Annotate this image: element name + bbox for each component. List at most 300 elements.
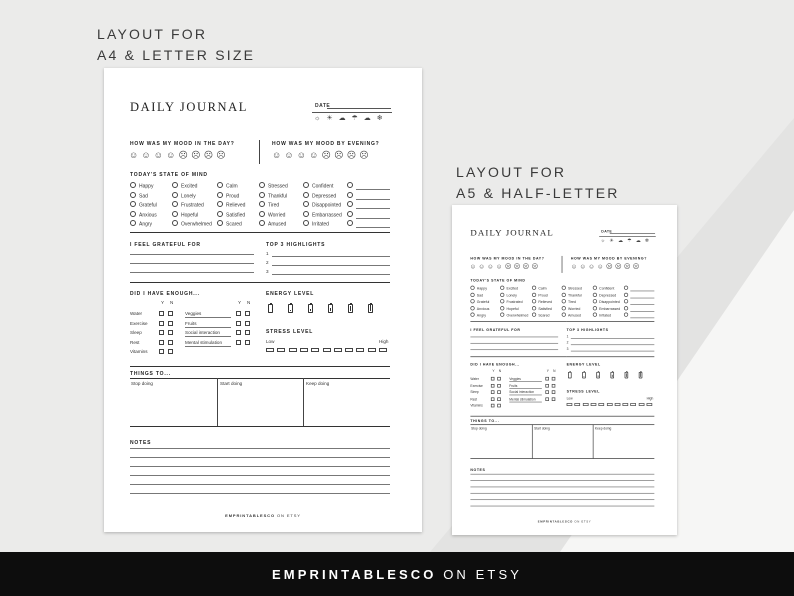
stress-box[interactable] — [266, 348, 274, 352]
checkbox-circle[interactable] — [593, 299, 597, 303]
state-option[interactable] — [172, 182, 197, 190]
state-option[interactable] — [217, 220, 242, 228]
checkbox-circle[interactable] — [259, 192, 265, 198]
checkbox-circle[interactable] — [562, 292, 566, 296]
stress-box[interactable] — [300, 348, 308, 352]
checkbox-circle[interactable] — [532, 306, 536, 310]
state-option[interactable] — [562, 286, 582, 291]
no-checkbox[interactable] — [497, 397, 501, 401]
stress-box[interactable] — [615, 403, 621, 406]
checkbox-circle[interactable] — [347, 211, 353, 217]
banner-suffix: ON ETSY — [443, 567, 522, 582]
checkbox-circle[interactable] — [562, 299, 566, 303]
state-option-blank[interactable] — [347, 201, 356, 209]
section-rule — [567, 321, 655, 322]
no-checkbox[interactable] — [168, 330, 173, 335]
yes-checkbox[interactable] — [491, 397, 495, 401]
state-option[interactable] — [593, 299, 620, 304]
state-option[interactable] — [470, 292, 483, 297]
grateful-line — [470, 343, 558, 344]
yes-label: Y — [161, 300, 165, 305]
state-label: Grateful — [139, 202, 157, 209]
state-option[interactable] — [593, 306, 620, 311]
checkbox-circle[interactable] — [217, 211, 223, 217]
no-checkbox[interactable] — [497, 384, 501, 388]
state-blank-line — [630, 304, 654, 305]
stress-box[interactable] — [583, 403, 589, 406]
stress-box[interactable] — [599, 403, 605, 406]
checkbox-circle[interactable] — [172, 192, 178, 198]
no-checkbox[interactable] — [552, 390, 556, 394]
state-option[interactable] — [259, 201, 279, 209]
state-label: Hopeful — [506, 306, 519, 312]
battery-cap — [598, 371, 599, 372]
mood-divider — [259, 140, 260, 164]
stress-box[interactable] — [631, 403, 637, 406]
checkbox-circle[interactable] — [562, 306, 566, 310]
checkbox-circle[interactable] — [303, 192, 309, 198]
checkbox-circle[interactable] — [130, 182, 136, 188]
stress-box[interactable] — [623, 403, 629, 406]
no-checkbox[interactable] — [497, 377, 501, 381]
stress-box[interactable] — [639, 403, 645, 406]
yes-checkbox[interactable] — [159, 340, 164, 345]
section-rule — [266, 232, 390, 233]
checkbox-circle[interactable] — [624, 292, 628, 296]
highlight-number: 1 — [266, 251, 269, 256]
section-rule — [470, 321, 566, 322]
checkbox-circle[interactable] — [500, 299, 504, 303]
checkbox-circle[interactable] — [347, 220, 353, 226]
checkbox-circle[interactable] — [172, 182, 178, 188]
yes-checkbox[interactable] — [545, 377, 549, 381]
state-option[interactable] — [303, 220, 329, 228]
weather-icons: ☼ ☀ ☁ ☂ ☁ ❄ — [314, 115, 385, 122]
checkbox-circle[interactable] — [217, 182, 223, 188]
stress-box[interactable] — [575, 403, 581, 406]
state-option[interactable] — [217, 201, 245, 209]
state-option[interactable] — [562, 292, 582, 297]
checkbox-circle[interactable] — [532, 299, 536, 303]
section-rule — [130, 232, 266, 233]
notes-line — [130, 457, 390, 458]
yes-checkbox[interactable] — [159, 349, 164, 354]
state-label: Happy — [139, 183, 154, 190]
mood-evening-heading: HOW WAS MY MOOD BY EVENING? — [570, 256, 647, 261]
checkbox-circle[interactable] — [259, 220, 265, 226]
battery-fill — [310, 309, 312, 311]
enough-underline — [509, 381, 542, 382]
grateful-line — [130, 254, 254, 255]
battery-fill — [597, 375, 598, 377]
stress-box[interactable] — [323, 348, 331, 352]
no-checkbox[interactable] — [245, 311, 250, 316]
journal-page-a5 — [452, 205, 677, 535]
yes-checkbox[interactable] — [159, 321, 164, 326]
layout-label-line2: A5 & HALF-LETTER — [456, 185, 620, 201]
checkbox-circle[interactable] — [500, 306, 504, 310]
yes-checkbox[interactable] — [159, 311, 164, 316]
enough-item-right: Veggies — [185, 311, 202, 316]
state-option[interactable] — [470, 299, 489, 304]
checkbox-circle[interactable] — [562, 286, 566, 290]
state-label: Depressed — [312, 193, 337, 199]
stress-box[interactable] — [311, 348, 319, 352]
checkbox-circle[interactable] — [593, 286, 597, 290]
state-option[interactable] — [130, 182, 153, 190]
stress-box[interactable] — [379, 348, 387, 352]
no-checkbox[interactable] — [245, 330, 250, 335]
checkbox-circle[interactable] — [470, 286, 474, 290]
state-option[interactable] — [259, 220, 286, 228]
state-option[interactable] — [172, 220, 212, 228]
yes-checkbox[interactable] — [491, 390, 495, 394]
yes-checkbox[interactable] — [491, 404, 495, 408]
state-option[interactable] — [259, 182, 288, 190]
bottom-banner — [0, 552, 794, 596]
state-option[interactable] — [303, 201, 341, 209]
state-option[interactable] — [562, 299, 576, 304]
checkbox-circle[interactable] — [470, 299, 474, 303]
stress-box[interactable] — [607, 403, 613, 406]
notes-line — [470, 480, 654, 481]
state-option[interactable] — [259, 211, 285, 219]
state-of-mind-heading: TODAY'S STATE OF MIND — [130, 172, 208, 178]
checkbox-circle[interactable] — [470, 306, 474, 310]
stress-low-label: Low — [266, 339, 275, 344]
yes-checkbox[interactable] — [545, 390, 549, 394]
battery-icon — [625, 372, 629, 378]
state-option[interactable] — [593, 292, 616, 297]
checkbox-circle[interactable] — [259, 211, 265, 217]
checkbox-circle[interactable] — [593, 292, 597, 296]
state-option[interactable] — [130, 192, 148, 200]
layout-label-line2: A4 & LETTER SIZE — [97, 47, 256, 63]
state-of-mind-heading: TODAY'S STATE OF MIND — [470, 278, 526, 283]
no-label: N — [498, 369, 502, 373]
state-option[interactable] — [532, 306, 552, 311]
battery-icon — [639, 372, 643, 378]
state-option[interactable] — [130, 220, 152, 228]
mood-divider — [562, 256, 563, 273]
checkbox-circle[interactable] — [303, 220, 309, 226]
checkbox-circle[interactable] — [500, 286, 504, 290]
highlight-line — [571, 351, 654, 352]
yes-checkbox[interactable] — [491, 384, 495, 388]
battery-icon — [308, 304, 313, 313]
battery-icon — [348, 304, 353, 313]
things-start: Start doing — [220, 381, 243, 386]
highlight-number: 3 — [266, 269, 269, 274]
state-label: Worried — [268, 212, 286, 218]
state-option[interactable] — [532, 292, 548, 297]
stress-box[interactable] — [591, 403, 597, 406]
yes-checkbox[interactable] — [236, 321, 241, 326]
state-option[interactable] — [217, 182, 238, 190]
no-checkbox[interactable] — [168, 349, 173, 354]
stress-box[interactable] — [345, 348, 353, 352]
things-col-divider — [532, 424, 533, 458]
no-checkbox[interactable] — [245, 340, 250, 345]
state-label: Scared — [226, 221, 242, 228]
checkbox-circle[interactable] — [500, 292, 504, 296]
no-checkbox[interactable] — [497, 404, 501, 408]
state-label: Confident — [599, 286, 615, 291]
checkbox-circle[interactable] — [130, 220, 136, 226]
battery-cap — [270, 303, 272, 304]
checkbox-circle[interactable] — [624, 299, 628, 303]
state-label: Disappointed — [599, 300, 620, 305]
stress-box[interactable] — [334, 348, 342, 352]
checkbox-circle[interactable] — [303, 211, 309, 217]
enough-item-left: Vitamins — [130, 349, 148, 355]
battery-cap — [569, 371, 570, 372]
stress-high-label: High — [379, 339, 389, 344]
battery-fill — [290, 310, 292, 311]
checkbox-circle[interactable] — [172, 201, 178, 207]
enough-item-right: Mental stimulation — [509, 397, 536, 401]
date-line — [610, 233, 655, 234]
yes-label: Y — [492, 369, 495, 373]
no-checkbox[interactable] — [168, 311, 173, 316]
things-start: Start doing — [534, 426, 550, 430]
state-label: Proud — [538, 293, 548, 298]
enough-item-right: Fruits — [185, 320, 197, 326]
things-keep: Keep doing — [306, 381, 330, 386]
stress-box[interactable] — [647, 403, 653, 406]
state-label: Scared — [538, 313, 550, 318]
checkbox-circle[interactable] — [303, 182, 309, 188]
checkbox-circle[interactable] — [593, 313, 597, 317]
state-label: Calm — [538, 286, 547, 291]
checkbox-circle[interactable] — [259, 201, 265, 207]
checkbox-circle[interactable] — [593, 306, 597, 310]
state-option[interactable] — [303, 192, 336, 200]
state-option[interactable] — [500, 286, 518, 291]
enough-underline — [185, 317, 231, 318]
state-option-blank[interactable] — [347, 192, 356, 200]
no-checkbox[interactable] — [552, 397, 556, 401]
stress-low-label: Low — [566, 396, 573, 401]
stress-box[interactable] — [567, 403, 573, 406]
yes-checkbox[interactable] — [545, 397, 549, 401]
enough-underline — [185, 327, 231, 328]
section-rule — [567, 356, 655, 357]
checkbox-circle[interactable] — [130, 201, 136, 207]
mood-evening-heading: HOW WAS MY MOOD BY EVENING? — [272, 141, 380, 147]
state-option[interactable] — [470, 286, 487, 291]
state-option[interactable] — [532, 299, 552, 304]
date-label: DATE — [601, 229, 613, 235]
state-option[interactable] — [532, 286, 547, 291]
no-checkbox[interactable] — [168, 340, 173, 345]
checkbox-circle[interactable] — [172, 220, 178, 226]
notes-line — [470, 506, 654, 507]
enough-item-left: Water — [130, 311, 143, 316]
checkbox-circle[interactable] — [259, 182, 265, 188]
things-top-rule — [470, 424, 654, 425]
page-footer — [452, 520, 677, 524]
state-label: Angry — [139, 221, 153, 228]
state-label: Irritated — [599, 313, 612, 318]
checkbox-circle[interactable] — [130, 211, 136, 217]
grateful-heading: I FEEL GRATEFUL FOR — [470, 328, 521, 333]
section-rule — [470, 416, 654, 417]
state-option[interactable] — [500, 292, 517, 297]
checkbox-circle[interactable] — [303, 201, 309, 207]
state-option[interactable] — [532, 313, 550, 318]
state-option[interactable] — [217, 211, 245, 219]
state-blank-line — [356, 227, 390, 228]
state-option[interactable] — [562, 306, 581, 311]
things-col-divider — [217, 378, 218, 426]
state-option[interactable] — [130, 201, 157, 209]
checkbox-circle[interactable] — [217, 192, 223, 198]
enough-underline — [185, 346, 231, 347]
state-option[interactable] — [500, 306, 519, 311]
state-option[interactable] — [470, 313, 486, 318]
highlight-line — [571, 344, 654, 345]
state-label: Overwhelmed — [506, 313, 529, 318]
state-label: Worried — [568, 306, 581, 312]
no-checkbox[interactable] — [552, 384, 556, 388]
state-label: Lonely — [506, 293, 517, 298]
battery-fill — [330, 308, 332, 312]
stress-box[interactable] — [277, 348, 285, 352]
checkbox-circle[interactable] — [347, 201, 353, 207]
mood-day-heading: HOW WAS MY MOOD IN THE DAY? — [130, 141, 235, 147]
state-option[interactable] — [172, 211, 198, 219]
journal-title: DAILY JOURNAL — [130, 100, 249, 114]
checkbox-circle[interactable] — [532, 292, 536, 296]
checkbox-circle[interactable] — [347, 182, 353, 188]
notes-line — [130, 475, 390, 476]
state-label: Grateful — [476, 300, 490, 305]
notes-heading: NOTES — [470, 468, 486, 473]
layout-label-line1: LAYOUT FOR — [456, 164, 567, 180]
date-label: DATE — [315, 103, 331, 109]
enough-heading: DID I HAVE ENOUGH... — [130, 291, 200, 297]
checkbox-circle[interactable] — [624, 313, 628, 317]
state-label: Thankful — [268, 193, 288, 199]
battery-icon — [596, 372, 600, 378]
stress-box[interactable] — [356, 348, 364, 352]
battery-fill — [640, 373, 641, 377]
checkbox-circle[interactable] — [532, 313, 536, 317]
no-checkbox[interactable] — [245, 321, 250, 326]
state-option[interactable] — [172, 192, 196, 200]
checkbox-circle[interactable] — [562, 313, 566, 317]
enough-item-right: Mental stimulation — [185, 339, 223, 345]
state-label: Lonely — [181, 193, 196, 199]
state-label: Amused — [268, 221, 287, 228]
stress-box[interactable] — [289, 348, 297, 352]
checkbox-circle[interactable] — [217, 220, 223, 226]
state-blank-line — [630, 317, 654, 318]
layout-label-a4 — [97, 24, 255, 66]
layout-label-line1: LAYOUT FOR — [97, 26, 208, 42]
no-checkbox[interactable] — [168, 321, 173, 326]
checkbox-circle[interactable] — [624, 286, 628, 290]
highlights-heading: TOP 3 HIGHLIGHTS — [266, 242, 326, 248]
state-label: Hopeful — [181, 212, 199, 218]
battery-cap — [330, 303, 332, 304]
mood-day-heading: HOW WAS MY MOOD IN THE DAY? — [470, 256, 545, 261]
state-blank-line — [356, 199, 390, 200]
state-label: Excited — [181, 183, 198, 190]
battery-fill — [350, 306, 352, 311]
state-label: Tired — [568, 300, 576, 305]
grateful-line — [130, 272, 254, 273]
highlight-line — [272, 265, 390, 266]
state-option-blank[interactable] — [347, 182, 356, 190]
no-checkbox[interactable] — [552, 377, 556, 381]
highlight-number: 2 — [566, 340, 569, 345]
battery-cap — [626, 371, 627, 372]
yes-checkbox[interactable] — [236, 311, 241, 316]
state-option[interactable] — [303, 211, 342, 219]
journal-content — [452, 205, 677, 533]
enough-underline — [509, 388, 542, 389]
enough-item-left: Exercise — [470, 383, 483, 388]
state-option[interactable] — [303, 182, 333, 190]
notes-heading: NOTES — [130, 440, 152, 446]
checkbox-circle[interactable] — [130, 192, 136, 198]
yes-checkbox[interactable] — [236, 340, 241, 345]
state-option[interactable] — [593, 286, 615, 291]
checkbox-circle[interactable] — [532, 286, 536, 290]
checkbox-circle[interactable] — [172, 211, 178, 217]
yes-checkbox[interactable] — [491, 377, 495, 381]
enough-item-left: Vitamins — [470, 404, 483, 408]
state-option[interactable] — [500, 299, 522, 304]
date-divider — [312, 112, 392, 113]
stress-box[interactable] — [368, 348, 376, 352]
things-stop: Stop doing — [471, 426, 487, 430]
checkbox-circle[interactable] — [624, 306, 628, 310]
checkbox-circle[interactable] — [470, 292, 474, 296]
state-option[interactable] — [500, 313, 528, 318]
state-option-blank[interactable] — [347, 211, 356, 219]
state-option-blank[interactable] — [347, 220, 356, 228]
journal-content — [104, 68, 422, 532]
state-option[interactable] — [562, 313, 581, 318]
state-option[interactable] — [470, 306, 489, 311]
yes-checkbox[interactable] — [545, 384, 549, 388]
state-option[interactable] — [259, 192, 287, 200]
checkbox-circle[interactable] — [500, 313, 504, 317]
state-option[interactable] — [130, 211, 157, 219]
footer-suffix: ON ETSY — [574, 519, 592, 524]
state-option[interactable] — [172, 201, 204, 209]
section-rule — [266, 282, 390, 283]
checkbox-circle[interactable] — [470, 313, 474, 317]
no-checkbox[interactable] — [497, 390, 501, 394]
yes-checkbox[interactable] — [159, 330, 164, 335]
battery-fill — [583, 376, 584, 377]
checkbox-circle[interactable] — [347, 192, 353, 198]
state-label: Satisfied — [538, 306, 552, 312]
state-option[interactable] — [593, 313, 611, 318]
battery-cap — [370, 303, 372, 304]
checkbox-circle[interactable] — [217, 201, 223, 207]
state-label: Tired — [268, 202, 280, 209]
yes-checkbox[interactable] — [236, 330, 241, 335]
state-label: Anxious — [139, 212, 157, 218]
state-option[interactable] — [217, 192, 239, 200]
state-label: Thankful — [568, 293, 582, 298]
battery-cap — [350, 303, 352, 304]
